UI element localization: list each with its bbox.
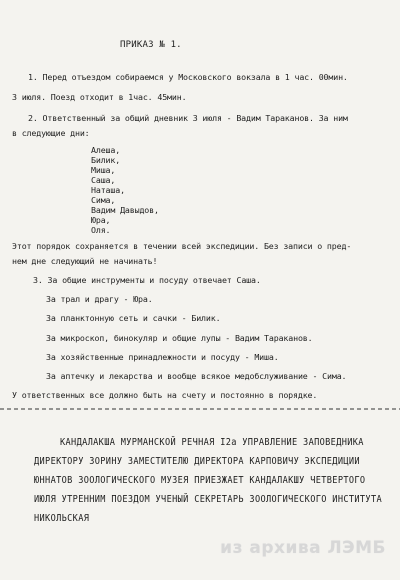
order-line-1: 1. Перед отъездом собираемся у Московского вокзала в 1 час. 00мин. bbox=[28, 72, 348, 82]
name-item: Вадим Давыдов, bbox=[91, 205, 159, 215]
order-title: ПРИКАЗ № 1. bbox=[120, 40, 182, 50]
order-paragraph-line-2: нем дне следующий не начинать! bbox=[12, 256, 158, 266]
telegram-line: ИЮЛЯ УТРЕННИМ ПОЕЗДОМ УЧЕНЫЙ СЕКРЕТАРЬ ЗООЛОГИЧЕСКОГО ИНСТИТУТА bbox=[34, 494, 383, 506]
order-paragraph-line-1: Этот порядок сохраняется в течении всей экспедиции. Без записи о пред- bbox=[12, 241, 352, 251]
responsibility-line: За аптечку и лекарства и вообще всякое медобслуживание - Сима. bbox=[46, 371, 347, 381]
name-item: Миша, bbox=[91, 165, 116, 175]
responsibility-line: За микроскоп, бинокуляр и общие лупы - Вадим Тараканов. bbox=[46, 333, 313, 343]
telegram-line: КАНДАЛАКША МУРМАНСКОЙ РЕЧНАЯ I2а УПРАВЛЕНИЕ ЗАПОВЕДНИКА bbox=[60, 437, 364, 449]
responsibility-line: За хозяйственные принадлежности и посуду - Миша. bbox=[46, 352, 279, 362]
name-item: Билик, bbox=[91, 155, 121, 165]
name-item: Алеша, bbox=[91, 145, 121, 155]
order-line-2: 3 июля. Поезд отходит в 1час. 45мин. bbox=[12, 92, 187, 102]
telegram-line: ДИРЕКТОРУ ЗОРИНУ ЗАМЕСТИТЕЛЮ ДИРЕКТОРА КАРПОВИЧУ ЭКСПЕДИЦИИ bbox=[34, 456, 360, 468]
telegram-line: ЮННАТОВ ЗООЛОГИЧЕСКОГО МУЗЕЯ ПРИЕЗЖАЕТ КАНДАЛАКШУ ЧЕТВЕРТОГО bbox=[34, 475, 366, 487]
name-item: Оля. bbox=[91, 225, 111, 235]
name-item: Сима, bbox=[91, 195, 116, 205]
name-item: Наташа, bbox=[91, 185, 125, 195]
responsibility-line: За планктонную сеть и сачки - Билик. bbox=[46, 313, 221, 323]
telegram-line: НИКОЛЬСКАЯ bbox=[34, 513, 90, 525]
archive-watermark: из архива ЛЭМБ bbox=[220, 538, 386, 558]
name-item: Саша, bbox=[91, 175, 116, 185]
order-line-3: 2. Ответственный за общий дневник 3 июля - Вадим Тараканов. За ним bbox=[28, 113, 348, 123]
responsibility-line: У ответственных все должно быть на счету и постоянно в порядке. bbox=[12, 390, 318, 400]
page-separator bbox=[0, 408, 400, 410]
responsibility-line: 3. За общие инструменты и посуду отвечает Саша. bbox=[33, 275, 261, 285]
order-line-4: в следующие дни: bbox=[12, 128, 90, 138]
responsibility-line: За трал и драгу - Юра. bbox=[46, 294, 153, 304]
name-item: Юра, bbox=[91, 215, 111, 225]
